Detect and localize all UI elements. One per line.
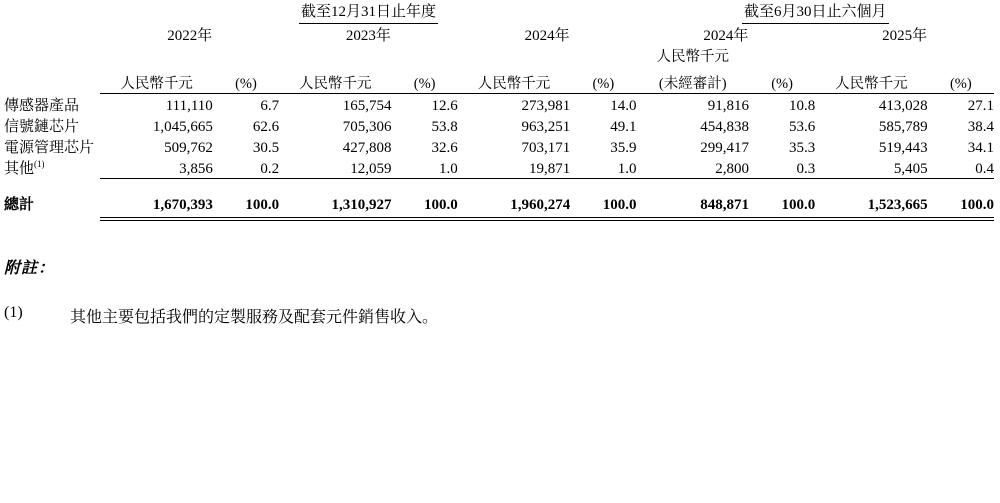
cell-sensor-2024i-pct: 10.8 (788, 98, 816, 114)
unit-header-row (4, 45, 994, 93)
cell-signal-2024-pct: 49.1 (610, 119, 637, 135)
footnote-item (4, 304, 1000, 327)
cell-others-2025i-pct: 0.4 (975, 161, 994, 177)
cell-sensor-2025i-amount: 413,028 (878, 98, 928, 114)
cell-sensor-2023-pct: 12.6 (431, 98, 458, 114)
cell-others-2025i-amount: 5,405 (893, 161, 928, 177)
cell-sensor-2024i-amount: 91,816 (707, 98, 749, 114)
footnote-number: (1) (4, 304, 23, 321)
cell-others-2024-pct: 1.0 (617, 161, 637, 177)
year-2023: 2023年 (345, 28, 391, 44)
cell-power-2024i-amount: 299,417 (700, 140, 749, 156)
total-rule-2025i-amount (815, 214, 927, 221)
group-header-annual: 截至12月31日止年度 (100, 0, 636, 24)
row-label-sensor: 傳感器產品 (4, 98, 80, 114)
cell-power-2024-pct: 35.9 (610, 140, 637, 156)
total-rule-2023-pct (392, 214, 458, 221)
year-2025-interim: 2025年 (882, 28, 928, 44)
unit-rmb-2025-interim: 人民幣千元 (835, 76, 908, 92)
total-rule-2022-pct (213, 214, 279, 221)
row-label-signal-chain: 信號鏈芯片 (4, 119, 80, 135)
footnotes-title: 附註： (4, 260, 56, 277)
total-rule-2024i-amount (637, 214, 749, 221)
cell-signal-2023-amount: 705,306 (342, 119, 392, 135)
total-rule-2024-amount (458, 214, 570, 221)
unit-pct-2024: (%) (592, 76, 615, 92)
cell-others-2022-amount: 3,856 (179, 161, 213, 177)
row-label-total: 總計 (4, 197, 35, 213)
row-label-others: 其他$^{(1)}$ (4, 159, 45, 177)
unit-rmb-2023: 人民幣千元 (299, 76, 372, 92)
cell-signal-2022-pct: 62.6 (252, 119, 280, 135)
cell-signal-2024-amount: 963,251 (521, 119, 571, 135)
cell-others-2024i-amount: 2,800 (715, 161, 749, 177)
total-rule-2024i-pct (749, 214, 815, 221)
cell-sensor-2025i-pct: 27.1 (967, 98, 994, 114)
table-row (4, 94, 994, 115)
table-row (4, 115, 994, 136)
cell-power-2022-pct: 30.5 (252, 140, 280, 156)
row-label-power-management: 電源管理芯片 (4, 140, 95, 156)
total-rule-2025i-pct (928, 214, 994, 221)
total-rule-2024-pct (570, 214, 636, 221)
unit-rmb-2024: 人民幣千元 (477, 76, 551, 92)
unit-pct-2023: (%) (413, 76, 436, 92)
cell-signal-2025i-pct: 38.4 (967, 119, 994, 135)
total-rule-2023-amount (279, 214, 391, 221)
cell-total-2024i-pct: 100.0 (781, 197, 816, 213)
unit-rmb-2024-interim: 人民幣千元 (未經審計) (637, 45, 749, 93)
cell-others-2023-pct: 1.0 (439, 161, 458, 177)
cell-others-2024i-pct: 0.3 (796, 161, 816, 177)
unit-pct-2024-interim: (%) (771, 76, 793, 92)
group-header-interim: 截至6月30日止六個月 (637, 0, 994, 24)
cell-power-2023-amount: 427,808 (342, 140, 392, 156)
table-row (4, 157, 994, 178)
footnote-marker: (1) (34, 159, 45, 169)
revenue-breakdown-table (4, 0, 994, 221)
cell-power-2024-amount: 703,171 (521, 140, 571, 156)
unit-rmb-2022: 人民幣千元 (120, 76, 193, 92)
unit-pct-2025-interim: (%) (949, 76, 972, 92)
cell-total-2023-pct: 100.0 (424, 197, 458, 213)
cell-others-2022-pct: 0.2 (260, 161, 280, 177)
cell-others-2023-amount: 12,059 (350, 161, 392, 177)
cell-others-2024-amount: 19,871 (528, 161, 571, 177)
cell-total-2025i-pct: 100.0 (960, 197, 994, 213)
cell-signal-2023-pct: 53.8 (431, 119, 458, 135)
total-row (4, 179, 994, 214)
unit-unaudited-note: (未經審計) (658, 76, 727, 92)
cell-sensor-2024-amount: 273,981 (521, 98, 571, 114)
cell-power-2024i-pct: 35.3 (788, 140, 816, 156)
cell-sensor-2022-pct: 6.7 (260, 98, 280, 114)
cell-signal-2024i-amount: 454,838 (700, 119, 749, 135)
cell-power-2025i-pct: 34.1 (967, 140, 994, 156)
cell-signal-2025i-amount: 585,789 (878, 119, 928, 135)
group-header-spacer (4, 0, 100, 24)
cell-total-2022-amount: 1,670,393 (152, 197, 213, 213)
footnote-text: 其他主要包括我們的定製服務及配套元件銷售收入。 (70, 309, 439, 326)
year-2024: 2024年 (524, 28, 570, 44)
year-header-spacer (4, 24, 100, 45)
total-rule-2022-amount (100, 214, 212, 221)
cell-total-2023-amount: 1,310,927 (331, 197, 392, 213)
unit-pct-2022: (%) (235, 76, 257, 92)
footnotes-section (4, 255, 1000, 327)
total-double-rule-row (4, 214, 994, 221)
cell-sensor-2022-amount: 111,110 (165, 98, 213, 114)
cell-sensor-2023-amount: 165,754 (342, 98, 392, 114)
table-row (4, 136, 994, 157)
cell-power-2022-amount: 509,762 (164, 140, 213, 156)
cell-total-2025i-amount: 1,523,665 (867, 197, 928, 213)
unit-header-spacer (4, 45, 100, 93)
cell-total-2024i-amount: 848,871 (700, 197, 749, 213)
group-header-row (4, 0, 994, 24)
cell-total-2024-amount: 1,960,274 (510, 197, 571, 213)
total-rule-spacer (4, 214, 100, 221)
cell-signal-2024i-pct: 53.6 (788, 119, 816, 135)
cell-total-2022-pct: 100.0 (245, 197, 280, 213)
cell-total-2024-pct: 100.0 (602, 197, 637, 213)
year-2022: 2022年 (167, 28, 213, 44)
cell-power-2025i-amount: 519,443 (878, 140, 928, 156)
year-2024-interim: 2024年 (703, 28, 749, 44)
cell-sensor-2024-pct: 14.0 (610, 98, 637, 114)
cell-signal-2022-amount: 1,045,665 (152, 119, 213, 135)
year-header-row (4, 24, 994, 45)
cell-power-2023-pct: 32.6 (431, 140, 458, 156)
